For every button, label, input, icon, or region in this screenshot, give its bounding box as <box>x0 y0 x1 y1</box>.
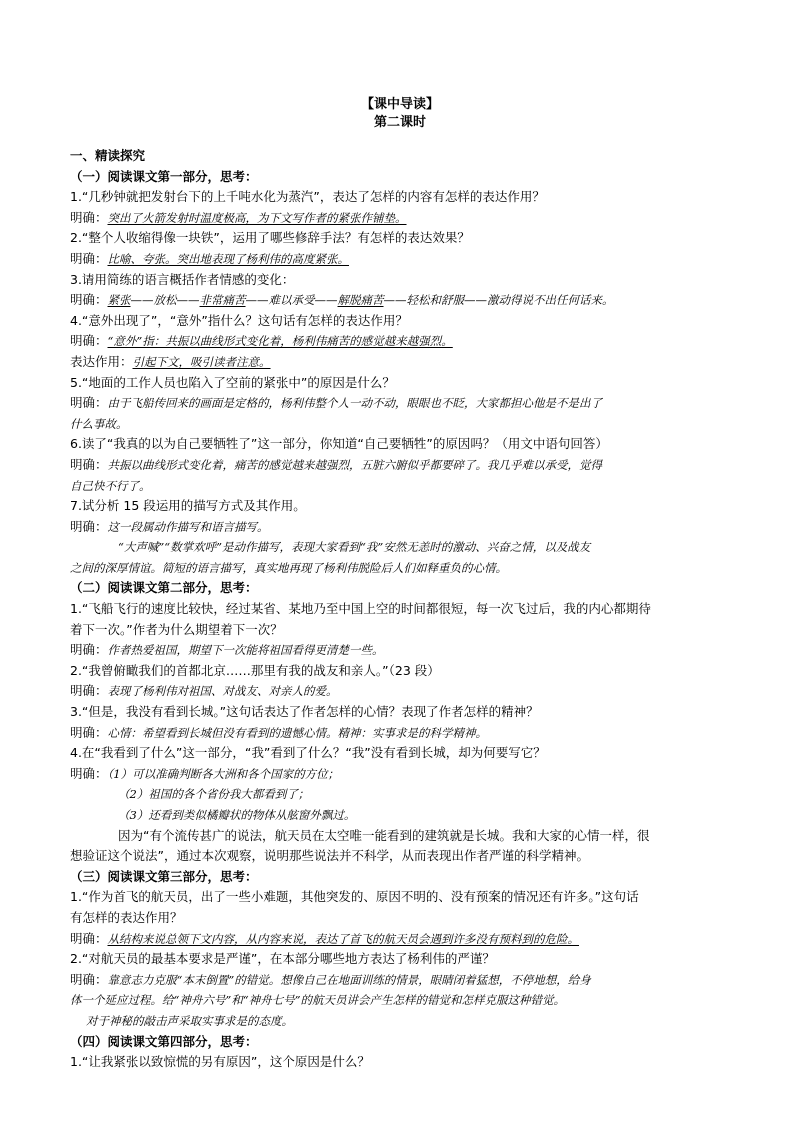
part1-a4 <box>70 331 730 352</box>
emotion-1: 紧张 <box>107 293 131 308</box>
emotion-6: ——轻松和舒服——激动得说不出任何话来。 <box>383 293 614 308</box>
part1-a1 <box>70 208 730 229</box>
part1-q2: 2.“整个人收缩得像一块铁”，运用了哪些修辞手法？有怎样的表达效果？ <box>70 230 470 246</box>
part2-a1 <box>70 640 730 661</box>
section-heading: 一、精读探究 <box>70 148 146 163</box>
part1-a5-cont: 什么事故。 <box>70 416 128 431</box>
emotion-4: ——难以承受—— <box>245 293 338 308</box>
answer-label: 明确： <box>70 724 108 740</box>
part1-heading: （一）阅读课文第一部分，思考： <box>70 168 258 184</box>
part1-q4: 4.“意外出现了”，“意外”指什么？这句话有怎样的表达作用？ <box>70 312 408 328</box>
answer-text: 这一段属动作描写和语言描写。 <box>107 519 269 534</box>
answer-text: 由于飞船传回来的画面是定格的，杨利伟整个人一动不动，眼眼也不眨，大家都担心他是不是出了 <box>107 396 603 411</box>
part2-a4 <box>70 764 730 785</box>
part1-a7-cont: 之间的深厚情谊。简短的语言描写，真实地再现了杨利伟脱险后人们如释重负的心情。 <box>70 560 507 575</box>
part3-q1-cont: 有怎样的表达作用？ <box>70 909 183 925</box>
part3-heading: （三）阅读课文第三部分，思考： <box>70 868 258 884</box>
part1-q3: 3.请用简练的语言概括作者情感的变化： <box>70 271 295 287</box>
part3-a2-cont2: 对于神秘的敲击声采取实事求是的态度。 <box>86 1013 293 1028</box>
answer-label: 明确： <box>70 765 108 781</box>
part2-a2 <box>70 681 730 702</box>
page-subtitle: 第二课时 <box>373 115 426 130</box>
part1-a5 <box>70 393 730 414</box>
page-title: 【课中导读】 <box>360 97 439 112</box>
part2-q1-cont: 着下一次。”作者为什么期望着下一次？ <box>70 621 283 637</box>
part3-q2: 2.“对航天员的最基本要求是严谨”，在本部分哪些地方表达了杨利伟的严谨？ <box>70 951 495 967</box>
answer-text: 突出了火箭发射时温度极高，为下文写作者的紧张作铺垫。 <box>107 210 407 225</box>
part2-a4-item3: （3）还看到类似橘瓣状的物体从舷窗外飘过。 <box>118 808 356 822</box>
part1-a7 <box>70 517 730 538</box>
answer-label: 明确： <box>70 642 108 658</box>
effect-label: 表达作用： <box>70 353 133 369</box>
answer-label: 明确： <box>70 333 108 349</box>
answer-text: 靠意志力克服“本末倒置”的错觉。想像自己在地面训练的情景，眼睛闭着猛想，不停地想，给身 <box>107 972 591 987</box>
part2-heading: （二）阅读课文第二部分，思考： <box>70 580 258 596</box>
part2-q2: 2.“我曾俯瞰我们的首都北京……那里有我的战友和亲人。”（23 段） <box>70 662 440 678</box>
part2-a4-reason-cont: 想验证这个说法”，通过本次观察，说明那些说法并不科学，从而表现出作者严谨的科学精神。 <box>70 848 589 864</box>
part1-a2 <box>70 249 730 270</box>
part1-a6 <box>70 455 730 476</box>
part3-a2-cont: 体一个延应过程。给“神舟六号”和“神舟七号”的航天员讲会产生怎样的错觉和怎样克服这种错觉。 <box>70 993 566 1008</box>
part1-a4b <box>70 352 730 373</box>
part1-a7-detail: “大声喊”“数掌欢呼”是动作描写，表现大家看到“我”安然无恙时的激动、兴奋之情，以及战友 <box>118 540 591 555</box>
emotion-5: 解脱痛苦 <box>337 293 384 308</box>
document-page <box>70 95 730 1073</box>
part3-a2 <box>70 970 730 991</box>
emotion-2: ——放松—— <box>130 293 200 308</box>
part3-a1 <box>70 929 730 950</box>
answer-text: 引起下文，吸引读者注意。 <box>132 354 271 369</box>
answer-text: 比喻、夸张。突出地表现了杨利伟的高度紧张。 <box>107 251 350 266</box>
answer-label: 明确： <box>70 971 108 987</box>
part3-q1: 1.“作为首飞的航天员，出了一些小难题，其他突发的、原因不明的、没有预案的情况还有许多。”这句话 <box>70 889 639 905</box>
emotion-3: 非常痛苦 <box>199 293 246 308</box>
part1-q7: 7.试分析 15 段运用的描写方式及其作用。 <box>70 498 306 514</box>
answer-label: 明确： <box>70 456 108 472</box>
answer-label: 明确： <box>70 395 108 411</box>
answer-label: 明确： <box>70 930 108 946</box>
answer-text: “意外”指：共振以曲线形式变化着，杨利伟痛苦的感觉越来越强烈。 <box>107 334 453 349</box>
answer-text: （1）可以准确判断各大洲和各个国家的方位； <box>107 766 340 781</box>
answer-text: 共振以曲线形式变化着，痛苦的感觉越来越强烈，五脏六腑似乎都要碎了。我几乎难以承受，觉得 <box>107 457 603 472</box>
part1-q5: 5.“地面的工作人员也陷入了空前的紧张中”的原因是什么？ <box>70 374 395 390</box>
part1-q6: 6.读了“我真的以为自己要牺牲了”这一部分，你知道“自己要牺牲”的原因吗？（用文中语句回答） <box>70 436 608 452</box>
part4-heading: （四）阅读课文第四部分，思考： <box>70 1033 258 1049</box>
part1-a3 <box>70 290 730 311</box>
answer-text: 从结构来说总领下文内容，从内容来说，表达了首飞的航天员会遇到许多没有预料到的危险。 <box>107 931 580 946</box>
part2-q3: 3.“但是，我没有看到长城。”这句话表达了作者怎样的心情？表现了作者怎样的精神？ <box>70 704 539 720</box>
part2-a4-item2: （2）祖国的各个省份我大都看到了； <box>118 787 310 802</box>
answer-text: 作者热爱祖国，期望下一次能将祖国看得更清楚一些。 <box>107 643 384 658</box>
answer-label: 明确： <box>70 250 108 266</box>
answer-label: 明确： <box>70 683 108 699</box>
part2-a3 <box>70 723 730 744</box>
answer-label: 明确： <box>70 209 108 225</box>
answer-text: 心情：希望看到长城但没有看到的遗憾心情。精神：实事求是的科学精神。 <box>107 725 488 740</box>
answer-text: 表现了杨利伟对祖国、对战友、对亲人的爱。 <box>107 684 338 699</box>
part1-q1: 1.“几秒钟就把发射台下的上千吨水化为蒸汽”，表达了怎样的内容有怎样的表达作用？ <box>70 189 545 205</box>
part2-a4-reason: 因为“有个流传甚广的说法，航天员在太空唯一能看到的建筑就是长城。我和大家的心情一样，很 <box>118 827 650 843</box>
part2-q1: 1.“飞船飞行的速度比较快，经过某省、某地乃至中国上空的时间都很短，每一次飞过后，我的内心都期待 <box>70 601 651 617</box>
part4-q1: 1.“让我紧张以致惊慌的另有原因”，这个原因是什么？ <box>70 1054 370 1070</box>
part1-a6-cont: 自己快不行了。 <box>70 478 151 493</box>
answer-label: 明确： <box>70 518 108 534</box>
part2-q4: 4.在“我看到了什么”这一部分，“我”看到了什么？“我”没有看到长城，却为何要写它？ <box>70 745 546 761</box>
answer-label: 明确： <box>70 292 108 308</box>
